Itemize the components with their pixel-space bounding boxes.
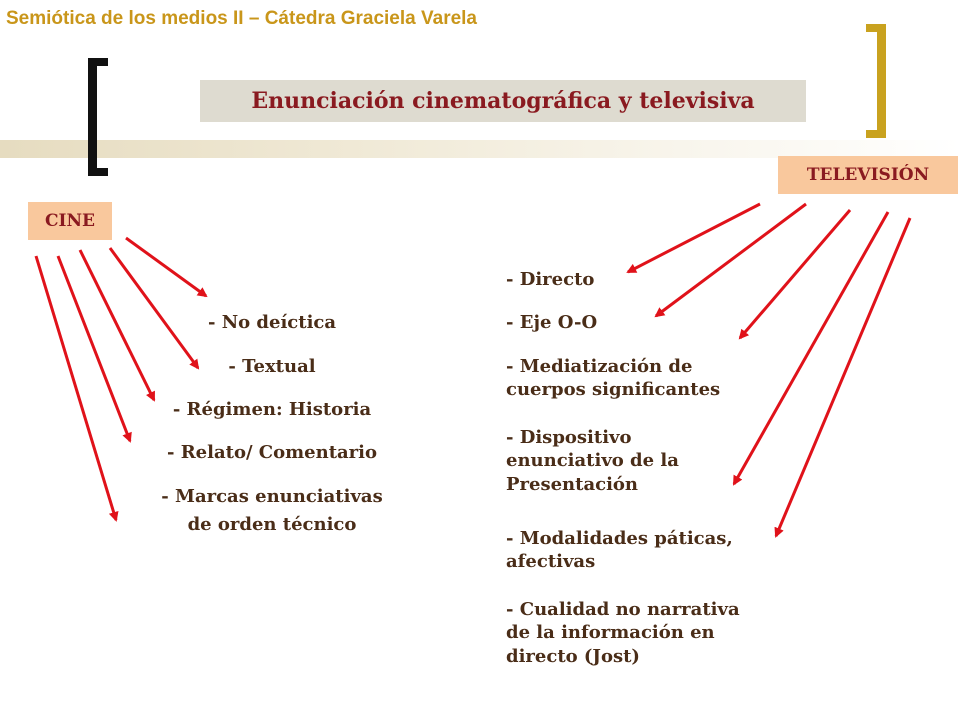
tv-item-line: afectivas bbox=[506, 551, 596, 573]
arrow-tv-dispositivo bbox=[734, 212, 888, 484]
cine-item-regimen-historia: - Régimen: Historia bbox=[172, 399, 372, 420]
tv-item-line: - Eje O-O bbox=[506, 312, 598, 333]
cine-item-textual: - Textual bbox=[228, 356, 316, 377]
tv-item-line: enunciativo de la bbox=[506, 450, 679, 472]
tv-item-line: - Cualidad no narrativa bbox=[506, 599, 740, 620]
cine-item-orden-tecnico: de orden técnico bbox=[187, 514, 357, 535]
cine-item-no-deictica: - No deíctica bbox=[207, 312, 337, 333]
arrow-tv-mediatizacion bbox=[740, 210, 850, 338]
arrow-cine-regimen bbox=[80, 250, 154, 400]
arrow-tv-directo bbox=[628, 204, 760, 272]
cine-label: CINE bbox=[45, 211, 95, 231]
arrow-cine-relato bbox=[58, 256, 130, 441]
tv-item-line: de la información en bbox=[506, 622, 715, 644]
cine-item-relato-comentario: - Relato/ Comentario bbox=[166, 442, 378, 463]
arrow-cine-textual bbox=[110, 248, 198, 368]
television-label: TELEVISIÓN bbox=[806, 165, 930, 185]
cine-item-marcas-enunciativas: - Marcas enunciativas bbox=[161, 486, 383, 507]
tv-item-line: - Dispositivo bbox=[506, 427, 632, 448]
tv-item-line: - Modalidades páticas, bbox=[506, 528, 733, 549]
tv-item-line: Presentación bbox=[506, 473, 639, 495]
arrow-tv-eje bbox=[656, 204, 806, 316]
header-text: Semiótica de los medios II – Cátedra Graciela Varela bbox=[6, 8, 478, 29]
title-text: Enunciación cinematográfica y televisiva bbox=[251, 88, 755, 114]
tv-item-line: cuerpos significantes bbox=[506, 379, 721, 401]
tv-item-line: directo (Jost) bbox=[506, 645, 640, 667]
tv-item-line: - Mediatización de bbox=[506, 356, 693, 377]
tv-item-line: - Directo bbox=[506, 269, 595, 290]
